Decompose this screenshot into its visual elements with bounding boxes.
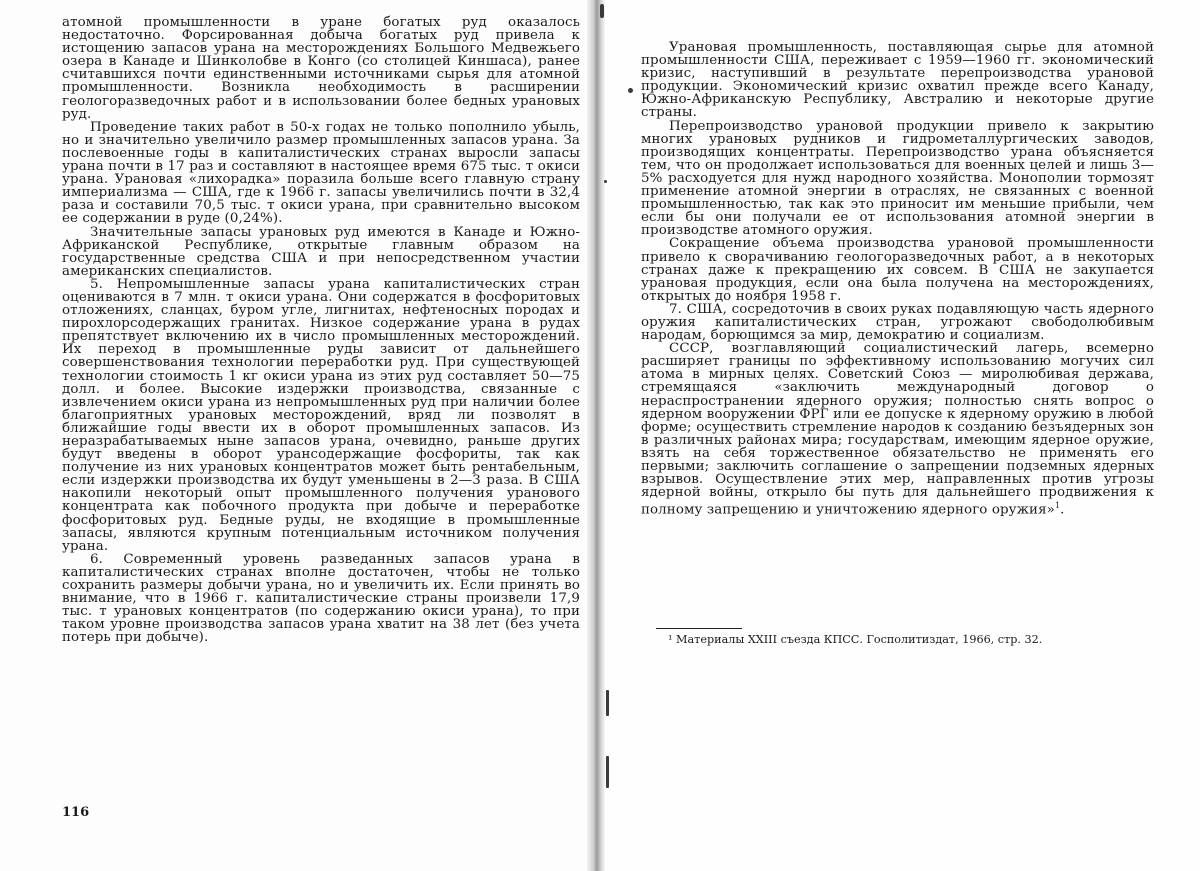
scan-speck — [606, 690, 609, 716]
footnote-marker: 1 — [1054, 501, 1061, 511]
book-gutter — [587, 0, 605, 871]
paragraph: 7. США, сосредоточив в своих руках подавляющую часть ядерного оружия капиталистических стран, угрожают свободолюбивым народам, борющимся за мир, демократию и социализм. — [641, 301, 1154, 344]
scan-speck — [604, 180, 607, 183]
scan-speck — [628, 88, 633, 93]
scan-speck — [600, 4, 604, 18]
left-page — [0, 0, 596, 871]
paragraph: атомной промышленности в уране богатых руд оказалось недостаточно. Форсированная добыча богатых руд привела к истощению запасов урана на месторождениях Большого Медвежьего озера в Канаде и Шинколобве в Конго (со столицей Киншаса), ранее считавшихся почти единственными источниками сырья для атомной промышленности. Возникла необходимость в расширении геологоразведочных работ и в использовании более бедных урановых руд. — [62, 15, 580, 122]
footnote-divider — [656, 628, 742, 629]
paragraph: Урановая промышленность, поставляющая сырье для атомной промышленности США, переживает с 1959—1960 гг. экономический кризис, наступивший в результате перепроизводства урановой продукции. Экономический кризис охватил прежде всего Канаду, Южно-Африканскую Республику, Австралию и некоторые другие страны. — [641, 40, 1154, 121]
paragraph: Перепроизводство урановой продукции привело к закрытию многих урановых рудников и гидрометаллургических заводов, производящих концентраты. Перепроизводство урана объясняется тем, что он продолжает использоваться для военных целей и лишь 3—5% расходуется для нужд народного хозяйства. Монополии тормозят применение атомной энергии в отраслях, не связанных с военной промышленностью, так как это приносит им меньшие прибыли, чем если бы они получали ее от использования атомной энергии в производстве атомного оружия. — [641, 118, 1154, 239]
footnote: ¹ Материалы XXIII съезда КПСС. Госполитиздат, 1966, стр. 32. — [668, 633, 1043, 646]
right-page — [596, 0, 1200, 871]
right-page-text — [641, 41, 1154, 517]
paragraph: 6. Современный уровень разведанных запасов урана в капиталистических странах вполне достаточен, чтобы не только сохранить размеры добычи урана, но и увеличить их. Если принять во внимание, что в 1966 г. капиталистические страны произвели 17,9 тыс. т урановых концентратов (по содержанию окиси урана), то при таком уровне производства запасов урана хватит на 38 лет (без учета потерь при добыче). — [62, 551, 580, 646]
paragraph-with-footnote: СССР, возглавляющий социалистический лагерь, всемерно расширяет границы по эффективному использованию могучих сил атома в мирных целях. Советский Союз — миролюбивая держава, стремящаяся «заключить международный договор о нераспространении ядерного оружия; полностью снять вопрос о ядерном вооружении ФРГ или ее допуске к ядерному оружию в любой форме; осуществить стремление народов к созданию безъядерных зон в различных районах мира; государствам, имеющим ядерное оружие, взять на себя торжественное обязательство не применять его первыми; заключить соглашение о запрещении подземных ядерных взрывов. Осуществление этих мер, направленных против угрозы ядерной войны, открыло бы путь для дальнейшего продвижения к полному запрещению и уничтожению ядерного оружия»$^1$. — [641, 341, 1154, 518]
page-number: 116 — [62, 805, 90, 820]
paragraph: Проведение таких работ в 50-х годах не только пополнило убыль, но и значительно увеличило размер промышленных запасов урана. За послевоенные годы в капиталистических странах выросли запасы урана почти в 17 раз и составляют в настоящее время 675 тыс. т окиси урана. Урановая «лихорадка» поразила больше всего главную страну империализма — США, где к 1966 г. запасы увеличились почти в 32,4 раза и составили 70,5 тыс. т окиси урана, при сравнительно высоком ее содержании в руде (0,24%). — [62, 119, 580, 227]
paragraph-text: СССР, возглавляющий социалистический лагерь, всемерно расширяет границы по эффективному использованию могучих сил атома в мирных целях. Советский Союз — миролюбивая держава, стремящаяся «заключить международный договор о нераспространении ядерного оружия; полностью снять вопрос о ядерном вооружении ФРГ или ее допуске к ядерному оружию в любой форме; осуществить стремление народов к созданию безъядерных зон в различных районах мира; государствам, имеющим ядерное оружие, взять на себя торжественное обязательство не применять его первыми; заключить соглашение о запрещении подземных ядерных взрывов. Осуществление этих мер, направленных против угрозы ядерной войны, открыло бы путь для дальнейшего продвижения к полному запрещению и уничтожению ядерного оружия» — [641, 341, 1154, 518]
paragraph: Сокращение объема производства урановой промышленности привело к сворачиванию геологоразведочных работ, а в некоторых странах даже к прекращению их совсем. В США не закупается урановая продукция, если она была получена на месторождениях, открытых до ноября 1958 г. — [641, 236, 1154, 304]
left-page-text — [62, 16, 580, 645]
scan-speck — [606, 756, 609, 788]
paragraph: Значительные запасы урановых руд имеются в Канаде и Южно-Африканской Республике, открытые главным образом на государственные средства США и при непосредственном участии американских специалистов. — [62, 224, 580, 279]
paragraph: 5. Непромышленные запасы урана капиталистических стран оцениваются в 7 млн. т окиси урана. Они содержатся в фосфоритовых отложениях, сланцах, буром угле, лигнитах, нефтеносных породах и пирохлорсодержащих гранитах. Низкое содержание урана в рудах препятствует включению их в число промышленных месторождений. Их переход в промышленные руды зависит от дальнейшего совершенствования технологии переработки руд. При существующей технологии стоимость 1 кг окиси урана из этих руд составляет 50—75 долл. и более. Высокие издержки производства, связанные с извлечением окиси урана из непромышленных руд при наличии более благоприятных урановых месторождений, вряд ли позволят в ближайшие годы ввести их в оборот промышленных запасов. Из неразрабатываемых ныне запасов урана, очевидно, раньше других будут введены в оборот уранcодержащие фосфориты, так как получение из них урановых концентратов может быть рентабельным, если издержки производства их будут уменьшены в 2—3 раза. В США накопили некоторый опыт промышленного получения уранового концентрата как побочного продукта при добыче и переработке фосфоритовых руд. Бедные руды, не входящие в промышленные запасы, являются крупным потенциальным источником получения урана. — [62, 276, 580, 554]
